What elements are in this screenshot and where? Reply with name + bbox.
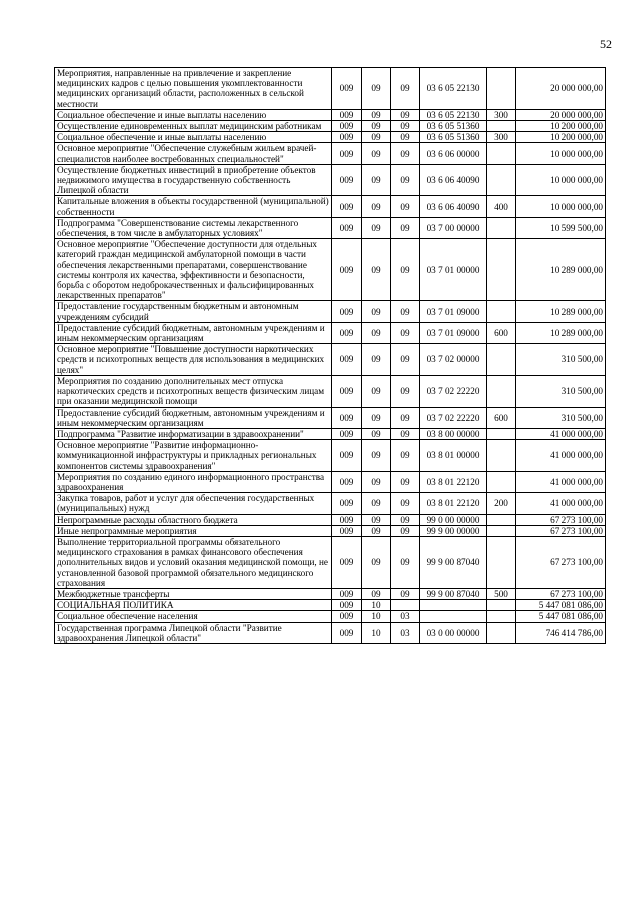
row-admin-code: 009 (332, 301, 362, 322)
row-admin-code: 009 (332, 536, 362, 588)
row-target-article: 03 8 01 00000 (420, 440, 487, 472)
row-target-article: 03 7 02 22220 (420, 407, 487, 428)
row-admin-code: 009 (332, 588, 362, 599)
row-admin-code: 009 (332, 428, 362, 439)
row-name: Мероприятия, направленные на привлечение и закрепление медицинских кадров с целью повышения укомплектованности медицинских организаций области, расположенных в сельской местности (55, 68, 332, 110)
row-name: Подпрограмма "Развитие информатизации в здравоохранении" (55, 428, 332, 439)
table-row (55, 536, 606, 588)
row-name: Выполнение территориальной программы обязательного медицинского страхования в рамках финансового обеспечения дополнительных видов и условий оказания медицинской помощи, не установленной базовой программой обязательного медицинского страхования (55, 536, 332, 588)
row-amount: 20 000 000,00 (516, 109, 606, 120)
row-section-code: 09 (362, 471, 391, 492)
row-expense-type: 600 (487, 407, 516, 428)
row-admin-code: 009 (332, 68, 362, 110)
table-row (55, 407, 606, 428)
row-amount: 10 000 000,00 (516, 143, 606, 164)
row-section-code: 09 (362, 196, 391, 217)
row-section-code: 09 (362, 525, 391, 536)
table-row (55, 344, 606, 376)
row-expense-type: 400 (487, 196, 516, 217)
row-expense-type (487, 525, 516, 536)
row-expense-type (487, 600, 516, 611)
row-subsection-code: 09 (391, 344, 420, 376)
table-row (55, 611, 606, 622)
table-row (55, 440, 606, 472)
row-name: Основное мероприятие "Обеспечение доступности для отдельных категорий граждан медицинской амбулаторной помощи в части обеспечения лекарственными препаратами, совершенствование системы контроля их качества, эффективности и безопасности, борьба с оборотом недоброкачественных и фальсифицированных лекарственных препаратов" (55, 239, 332, 301)
row-subsection-code: 09 (391, 164, 420, 196)
row-target-article: 03 6 06 00000 (420, 143, 487, 164)
row-section-code: 09 (362, 440, 391, 472)
row-amount: 10 000 000,00 (516, 196, 606, 217)
row-target-article: 99 9 00 87040 (420, 536, 487, 588)
row-target-article: 99 9 00 87040 (420, 588, 487, 599)
row-name: Иные непрограммные мероприятия (55, 525, 332, 536)
row-admin-code: 009 (332, 121, 362, 132)
row-admin-code: 009 (332, 611, 362, 622)
row-section-code: 10 (362, 600, 391, 611)
row-subsection-code: 09 (391, 440, 420, 472)
row-subsection-code: 09 (391, 428, 420, 439)
row-amount: 41 000 000,00 (516, 440, 606, 472)
row-expense-type (487, 375, 516, 407)
row-section-code: 09 (362, 121, 391, 132)
row-subsection-code: 09 (391, 217, 420, 238)
row-target-article: 03 6 05 22130 (420, 109, 487, 120)
row-section-code: 09 (362, 164, 391, 196)
row-subsection-code: 03 (391, 611, 420, 622)
row-name: Предоставление субсидий бюджетным, автономным учреждениям и иным некоммерческим организациям (55, 407, 332, 428)
row-target-article: 03 6 06 40090 (420, 196, 487, 217)
row-subsection-code: 09 (391, 525, 420, 536)
row-amount: 41 000 000,00 (516, 471, 606, 492)
row-amount: 10 200 000,00 (516, 132, 606, 143)
row-section-code: 09 (362, 239, 391, 301)
table-row (55, 217, 606, 238)
row-section-code: 09 (362, 588, 391, 599)
row-amount: 10 000 000,00 (516, 164, 606, 196)
row-expense-type: 600 (487, 322, 516, 343)
row-expense-type: 300 (487, 109, 516, 120)
row-target-article: 03 6 05 51360 (420, 121, 487, 132)
row-name: Предоставление государственным бюджетным и автономным учреждениям субсидий (55, 301, 332, 322)
row-name: Осуществление бюджетных инвестиций в приобретение объектов недвижимого имущества в государственную собственность Липецкой области (55, 164, 332, 196)
row-name: Основное мероприятие "Развитие информационно-коммуникационной инфраструктуры и прикладных региональных компонентов системы здравоохранения" (55, 440, 332, 472)
row-target-article: 99 9 00 00000 (420, 525, 487, 536)
table-row (55, 109, 606, 120)
row-expense-type (487, 121, 516, 132)
row-name: Осуществление единовременных выплат медицинским работникам (55, 121, 332, 132)
row-expense-type (487, 143, 516, 164)
row-amount: 41 000 000,00 (516, 493, 606, 514)
row-target-article: 03 7 00 00000 (420, 217, 487, 238)
row-target-article: 03 8 00 00000 (420, 428, 487, 439)
row-name: Мероприятия по созданию дополнительных мест отпуска наркотических средств и психотропных веществ физическим лицам при оказании медицинской помощи (55, 375, 332, 407)
row-amount: 5 447 081 086,00 (516, 600, 606, 611)
row-admin-code: 009 (332, 217, 362, 238)
row-section-code: 09 (362, 536, 391, 588)
row-subsection-code (391, 600, 420, 611)
row-name: Социальное обеспечение и иные выплаты населению (55, 132, 332, 143)
row-amount: 67 273 100,00 (516, 536, 606, 588)
row-amount: 20 000 000,00 (516, 68, 606, 110)
row-expense-type (487, 428, 516, 439)
row-subsection-code: 09 (391, 68, 420, 110)
row-expense-type: 300 (487, 132, 516, 143)
row-subsection-code: 09 (391, 121, 420, 132)
row-subsection-code: 09 (391, 536, 420, 588)
row-admin-code: 009 (332, 196, 362, 217)
row-section-code: 09 (362, 217, 391, 238)
row-admin-code: 009 (332, 164, 362, 196)
row-amount: 10 289 000,00 (516, 301, 606, 322)
table-row (55, 68, 606, 110)
row-amount: 310 500,00 (516, 375, 606, 407)
row-subsection-code: 09 (391, 196, 420, 217)
row-admin-code: 009 (332, 375, 362, 407)
row-expense-type (487, 164, 516, 196)
row-amount: 67 273 100,00 (516, 525, 606, 536)
row-name: Капитальные вложения в объекты государственной (муниципальной) собственности (55, 196, 332, 217)
row-subsection-code: 09 (391, 109, 420, 120)
budget-table (54, 67, 606, 644)
row-subsection-code: 03 (391, 622, 420, 643)
row-section-code: 09 (362, 132, 391, 143)
row-target-article: 03 7 01 09000 (420, 322, 487, 343)
table-row (55, 471, 606, 492)
row-amount: 10 289 000,00 (516, 239, 606, 301)
row-amount: 67 273 100,00 (516, 588, 606, 599)
row-name: Основное мероприятие "Повышение доступности наркотических средств и психотропных веществ для использования в медицинских целях" (55, 344, 332, 376)
row-expense-type (487, 68, 516, 110)
row-section-code: 09 (362, 514, 391, 525)
table-row (55, 375, 606, 407)
row-name: Государственная программа Липецкой области "Развитие здравоохранения Липецкой области" (55, 622, 332, 643)
row-name: Непрограммные расходы областного бюджета (55, 514, 332, 525)
row-section-code: 09 (362, 375, 391, 407)
row-admin-code: 009 (332, 440, 362, 472)
row-subsection-code: 09 (391, 471, 420, 492)
page-number: 52 (600, 37, 612, 51)
table-row (55, 132, 606, 143)
row-section-code: 09 (362, 428, 391, 439)
row-subsection-code: 09 (391, 588, 420, 599)
row-target-article: 03 6 05 22130 (420, 68, 487, 110)
row-name: Межбюджетные трансферты (55, 588, 332, 599)
table-row (55, 322, 606, 343)
row-section-code: 09 (362, 344, 391, 376)
row-amount: 5 447 081 086,00 (516, 611, 606, 622)
row-target-article: 03 6 06 40090 (420, 164, 487, 196)
row-admin-code: 009 (332, 322, 362, 343)
table-row (55, 622, 606, 643)
row-amount: 310 500,00 (516, 407, 606, 428)
row-admin-code: 009 (332, 239, 362, 301)
row-target-article: 99 0 00 00000 (420, 514, 487, 525)
row-expense-type (487, 536, 516, 588)
row-section-code: 09 (362, 68, 391, 110)
row-name: Предоставление субсидий бюджетным, автономным учреждениям и иным некоммерческим организациям (55, 322, 332, 343)
row-section-code: 09 (362, 109, 391, 120)
row-admin-code: 009 (332, 344, 362, 376)
row-name: Мероприятия по созданию единого информационного пространства здравоохранения (55, 471, 332, 492)
row-expense-type (487, 440, 516, 472)
row-section-code: 09 (362, 301, 391, 322)
row-amount: 746 414 786,00 (516, 622, 606, 643)
row-name: Основное мероприятие "Обеспечение служебным жильем врачей-специалистов наиболее востребованных специальностей" (55, 143, 332, 164)
row-target-article: 03 7 01 09000 (420, 301, 487, 322)
row-subsection-code: 09 (391, 143, 420, 164)
row-section-code: 09 (362, 143, 391, 164)
row-target-article: 03 0 00 00000 (420, 622, 487, 643)
row-expense-type (487, 217, 516, 238)
row-name: СОЦИАЛЬНАЯ ПОЛИТИКА (55, 600, 332, 611)
row-amount: 310 500,00 (516, 344, 606, 376)
row-target-article: 03 7 02 22220 (420, 375, 487, 407)
row-name: Закупка товаров, работ и услуг для обеспечения государственных (муниципальных) нужд (55, 493, 332, 514)
row-subsection-code: 09 (391, 375, 420, 407)
table-row (55, 588, 606, 599)
table-row (55, 525, 606, 536)
table-row (55, 196, 606, 217)
table-row (55, 143, 606, 164)
row-subsection-code: 09 (391, 493, 420, 514)
row-subsection-code: 09 (391, 239, 420, 301)
row-admin-code: 009 (332, 600, 362, 611)
row-expense-type (487, 344, 516, 376)
row-section-code: 10 (362, 611, 391, 622)
row-expense-type (487, 514, 516, 525)
row-target-article: 03 8 01 22120 (420, 493, 487, 514)
row-section-code: 10 (362, 622, 391, 643)
row-expense-type: 200 (487, 493, 516, 514)
row-target-article: 03 8 01 22120 (420, 471, 487, 492)
row-admin-code: 009 (332, 471, 362, 492)
row-target-article: 03 7 01 00000 (420, 239, 487, 301)
row-amount: 10 599 500,00 (516, 217, 606, 238)
row-expense-type: 500 (487, 588, 516, 599)
table-body (55, 68, 606, 644)
row-admin-code: 009 (332, 514, 362, 525)
row-amount: 41 000 000,00 (516, 428, 606, 439)
row-target-article: 03 6 05 51360 (420, 132, 487, 143)
row-name: Социальное обеспечение населения (55, 611, 332, 622)
row-admin-code: 009 (332, 143, 362, 164)
row-expense-type (487, 239, 516, 301)
row-name: Социальное обеспечение и иные выплаты населению (55, 109, 332, 120)
row-target-article (420, 600, 487, 611)
table-row (55, 239, 606, 301)
row-amount: 10 200 000,00 (516, 121, 606, 132)
row-subsection-code: 09 (391, 322, 420, 343)
row-target-article: 03 7 02 00000 (420, 344, 487, 376)
row-subsection-code: 09 (391, 301, 420, 322)
table-row (55, 428, 606, 439)
row-target-article (420, 611, 487, 622)
row-admin-code: 009 (332, 109, 362, 120)
row-name: Подпрограмма "Совершенствование системы лекарственного обеспечения, в том числе в амбулаторных условиях" (55, 217, 332, 238)
row-admin-code: 009 (332, 407, 362, 428)
row-admin-code: 009 (332, 622, 362, 643)
row-expense-type (487, 301, 516, 322)
row-subsection-code: 09 (391, 407, 420, 428)
table-row (55, 164, 606, 196)
row-admin-code: 009 (332, 132, 362, 143)
row-expense-type (487, 611, 516, 622)
row-amount: 67 273 100,00 (516, 514, 606, 525)
row-amount: 10 289 000,00 (516, 322, 606, 343)
table-row (55, 600, 606, 611)
row-subsection-code: 09 (391, 132, 420, 143)
table-row (55, 121, 606, 132)
row-admin-code: 009 (332, 525, 362, 536)
row-expense-type (487, 622, 516, 643)
table-row (55, 514, 606, 525)
table-row (55, 301, 606, 322)
row-subsection-code: 09 (391, 514, 420, 525)
row-section-code: 09 (362, 407, 391, 428)
table-row (55, 493, 606, 514)
row-admin-code: 009 (332, 493, 362, 514)
row-expense-type (487, 471, 516, 492)
row-section-code: 09 (362, 322, 391, 343)
row-section-code: 09 (362, 493, 391, 514)
